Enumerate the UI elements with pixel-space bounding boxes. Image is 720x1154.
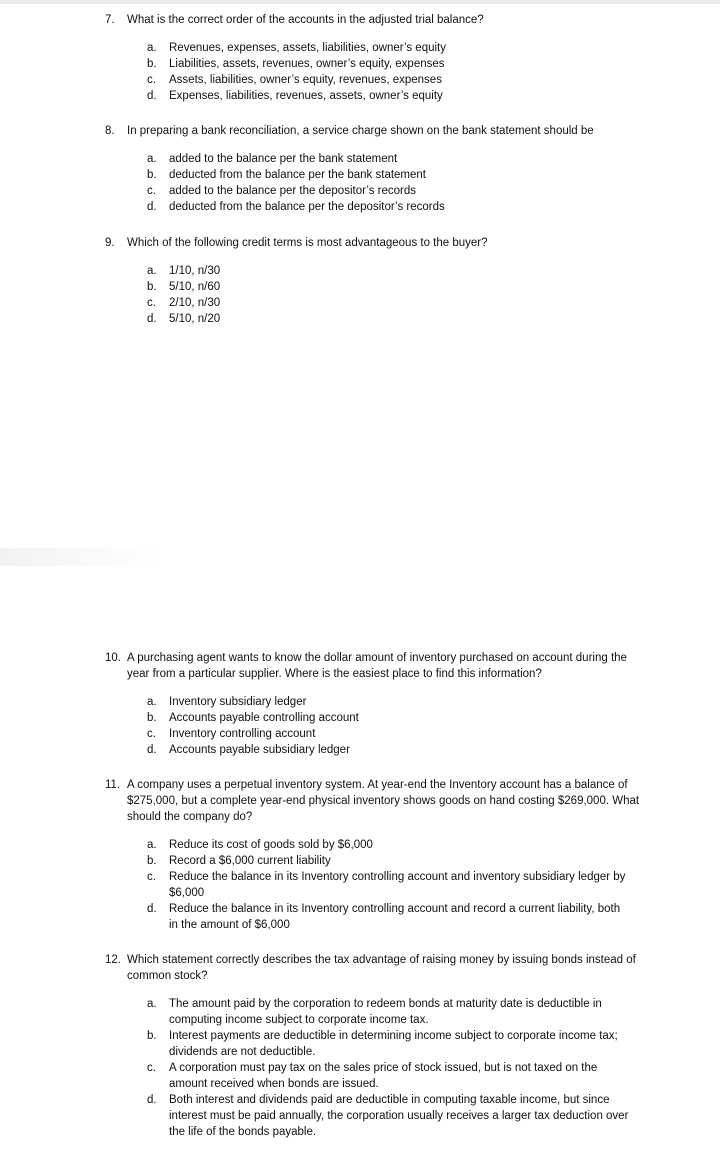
option-text: added to the balance per the depositor’s records (169, 185, 416, 197)
question-text: Which of the following credit terms is most advantageous to the buyer? (127, 237, 488, 249)
answer-options (147, 263, 632, 327)
option-c (147, 726, 632, 742)
option-letter: a. (147, 839, 157, 851)
option-letter: b. (147, 58, 157, 70)
option-text: Accounts payable controlling account (169, 712, 359, 724)
answer-options (147, 694, 632, 758)
question-number: 8. (105, 125, 115, 137)
answer-options (147, 837, 632, 933)
option-text: The amount paid by the corporation to redeem bonds at maturity date is deductible in computing income subject to corporate income tax. (169, 998, 602, 1026)
option-text: Interest payments are deductible in determining income subject to corporate income tax; dividends are not deductible. (169, 1030, 618, 1058)
answer-options (147, 151, 632, 215)
option-letter: c. (147, 728, 156, 740)
option-text: Reduce the balance in its Inventory controlling account and inventory subsidiary ledger by $6,000 (169, 871, 626, 899)
option-a (147, 263, 632, 279)
option-b (147, 167, 632, 183)
option-d (147, 199, 632, 215)
option-letter: c. (147, 185, 156, 197)
option-text: Liabilities, assets, revenues, owner’s equity, expenses (169, 58, 445, 70)
question-stem (105, 12, 645, 28)
option-c (147, 72, 632, 88)
option-letter: c. (147, 871, 156, 883)
question-text: In preparing a bank reconciliation, a service charge shown on the bank statement should be (127, 125, 594, 137)
option-a (147, 837, 632, 853)
option-letter: d. (147, 1094, 157, 1106)
option-letter: a. (147, 153, 157, 165)
option-text: Revenues, expenses, assets, liabilities, owner’s equity (169, 42, 446, 54)
option-text: Accounts payable subsidiary ledger (169, 744, 350, 756)
question-11 (105, 777, 645, 933)
option-d (147, 742, 632, 758)
option-d (147, 311, 632, 327)
option-text: 5/10, n/60 (169, 281, 221, 293)
question-8 (105, 123, 645, 215)
option-a (147, 40, 632, 56)
question-text: A company uses a perpetual inventory system. At year-end the Inventory account has a balance of $275,000, but a complete year-end physical inventory shows goods on hand costing $269,000. What should the company do? (127, 779, 640, 823)
option-letter: c. (147, 297, 156, 309)
option-text: Expenses, liabilities, revenues, assets, owner’s equity (169, 90, 443, 102)
option-d (147, 1092, 632, 1140)
option-b (147, 1028, 632, 1060)
option-text: Inventory controlling account (169, 728, 316, 740)
option-text: Record a $6,000 current liability (169, 855, 331, 867)
option-c (147, 869, 632, 901)
option-c (147, 183, 632, 199)
option-text: added to the balance per the bank statement (169, 153, 398, 165)
option-d (147, 901, 632, 933)
option-d (147, 88, 632, 104)
option-letter: d. (147, 90, 157, 102)
option-text: Reduce the balance in its Inventory controlling account and record a current liability, both in the amount of $6,000 (169, 903, 621, 931)
answer-options (147, 996, 632, 1140)
page-top-edge (0, 0, 720, 4)
question-number: 12. (105, 954, 121, 966)
question-stem (105, 952, 645, 984)
option-letter: b. (147, 169, 157, 181)
question-stem (105, 123, 645, 139)
option-text: 5/10, n/20 (169, 313, 221, 325)
option-c (147, 295, 632, 311)
option-letter: d. (147, 744, 157, 756)
option-letter: a. (147, 998, 157, 1010)
option-a (147, 151, 632, 167)
option-text: Reduce its cost of goods sold by $6,000 (169, 839, 373, 851)
question-number: 10. (105, 652, 121, 664)
question-stem (105, 777, 645, 825)
option-c (147, 1060, 632, 1092)
question-stem (105, 235, 645, 251)
question-text: Which statement correctly describes the tax advantage of raising money by issuing bonds instead of common stock? (127, 954, 636, 982)
option-text: 1/10, n/30 (169, 265, 221, 277)
answer-options (147, 40, 632, 104)
question-number: 9. (105, 237, 115, 249)
option-text: deducted from the balance per the depositor’s records (169, 201, 445, 213)
question-7 (105, 12, 645, 104)
option-b (147, 279, 632, 295)
question-9 (105, 235, 645, 327)
question-text: A purchasing agent wants to know the dollar amount of inventory purchased on account during the year from a particular supplier. Where is the easiest place to find this information? (127, 652, 627, 680)
question-number: 7. (105, 14, 115, 26)
scan-shadow (0, 548, 160, 566)
option-letter: b. (147, 855, 157, 867)
option-letter: c. (147, 1062, 156, 1074)
question-10 (105, 650, 645, 758)
option-b (147, 853, 632, 869)
option-letter: c. (147, 74, 156, 86)
option-letter: d. (147, 903, 157, 915)
option-letter: a. (147, 696, 157, 708)
option-letter: b. (147, 281, 157, 293)
option-text: deducted from the balance per the bank statement (169, 169, 426, 181)
question-text: What is the correct order of the accounts in the adjusted trial balance? (127, 14, 484, 26)
option-a (147, 996, 632, 1028)
option-letter: a. (147, 42, 157, 54)
option-letter: a. (147, 265, 157, 277)
question-12 (105, 952, 645, 1140)
question-number: 11. (105, 779, 121, 791)
option-text: Inventory subsidiary ledger (169, 696, 307, 708)
option-letter: d. (147, 313, 157, 325)
option-letter: d. (147, 201, 157, 213)
question-stem (105, 650, 645, 682)
option-text: Both interest and dividends paid are deductible in computing taxable income, but since interest must be paid annually, the corporation usually receives a larger tax deduction over the life of the bonds payable. (169, 1094, 629, 1138)
option-letter: b. (147, 712, 157, 724)
option-text: Assets, liabilities, owner’s equity, revenues, expenses (169, 74, 442, 86)
option-b (147, 710, 632, 726)
option-b (147, 56, 632, 72)
option-a (147, 694, 632, 710)
option-text: 2/10, n/30 (169, 297, 221, 309)
option-text: A corporation must pay tax on the sales price of stock issued, but is not taxed on the amount received when bonds are issued. (169, 1062, 598, 1090)
option-letter: b. (147, 1030, 157, 1042)
